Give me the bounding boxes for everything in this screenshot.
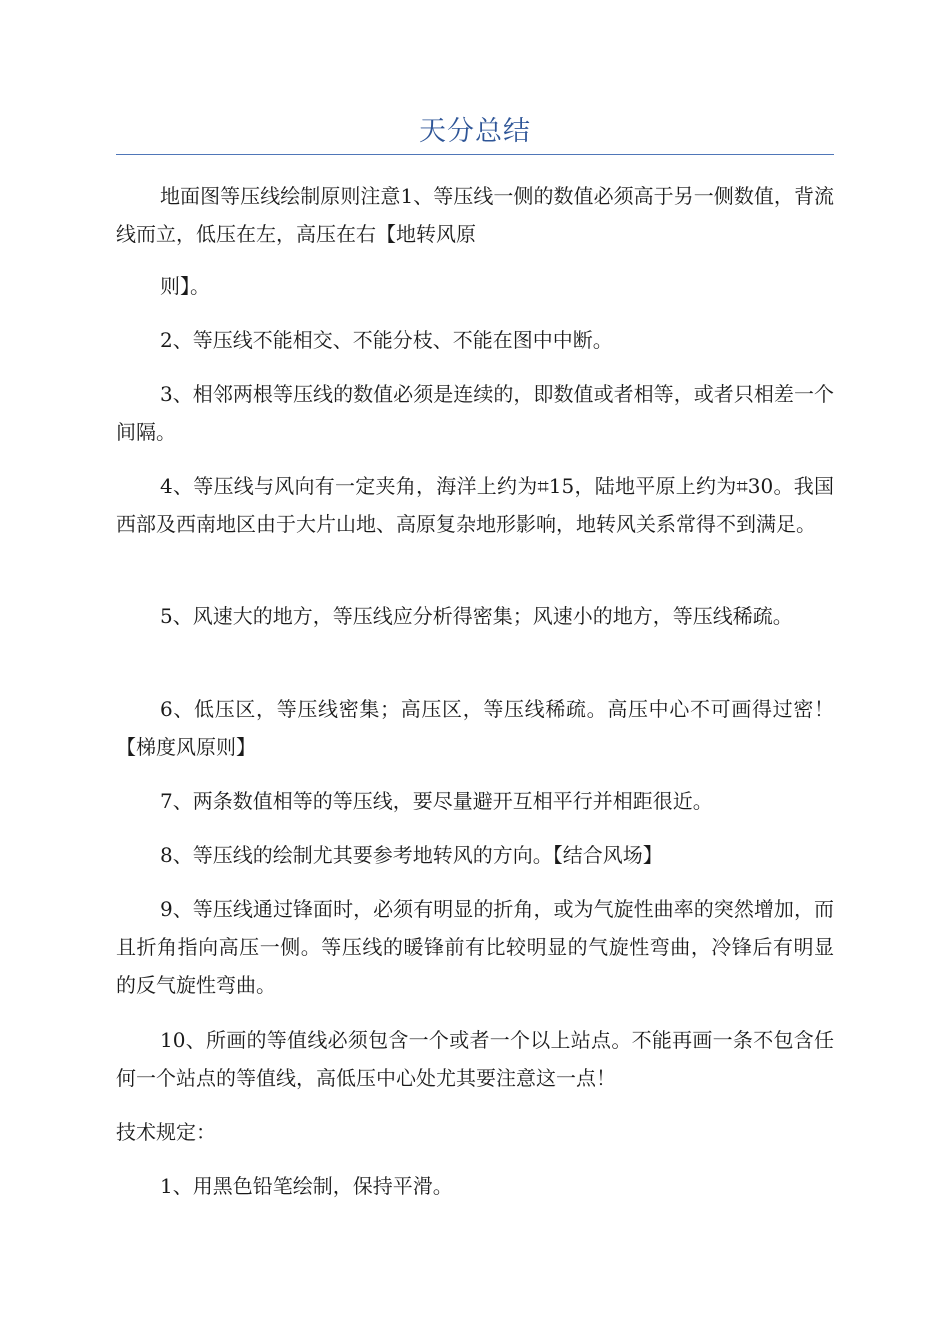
paragraph-5: 5、风速大的地方，等压线应分析得密集；风速小的地方，等压线稀疏。 [160,604,793,628]
paragraph-2: 2、等压线不能相交、不能分枝、不能在图中中断。 [160,328,613,352]
paragraph-1: 地面图等压线绘制原则注意1、等压线一侧的数值必须高于另一侧数值，背流线而立，低压在左，高压在右【地转风原 [116,184,834,246]
paragraph-10: 10、所画的等值线必须包含一个或者一个以上站点。不能再画一条不包含任何一个站点的等值线，高低压中心处尤其要注意这一点！ [116,1028,834,1090]
paragraph-3: 3、相邻两根等压线的数值必须是连续的，即数值或者相等，或者只相差一个间隔。 [116,382,834,444]
paragraph-9: 9、等压线通过锋面时，必须有明显的折角，或为气旋性曲率的突然增加，而且折角指向高压一侧。等压线的暖锋前有比较明显的气旋性弯曲，冷锋后有明显的反气旋性弯曲。 [116,897,834,997]
technical-rule-1: 1、用黑色铅笔绘制，保持平滑。 [160,1174,453,1198]
section-heading-technical-rules: 技术规定： [116,1120,216,1144]
document-title: 天分总结 [419,116,531,147]
paragraph-7: 7、两条数值相等的等压线，要尽量避开互相平行并相距很近。 [160,789,713,813]
title-underline [116,154,834,155]
paragraph-6: 6、低压区，等压线密集；高压区，等压线稀疏。高压中心不可画得过密！【梯度风原则】 [116,697,834,759]
paragraph-1-continued: 则】。 [160,274,210,298]
paragraph-4: 4、等压线与风向有一定夹角，海洋上约为⌗15，陆地平原上约为⌗30。我国西部及西南地区由于大片山地、高原复杂地形影响，地转风关系常得不到满足。 [116,474,834,536]
paragraph-8: 8、等压线的绘制尤其要参考地转风的方向。【结合风场】 [160,843,663,867]
